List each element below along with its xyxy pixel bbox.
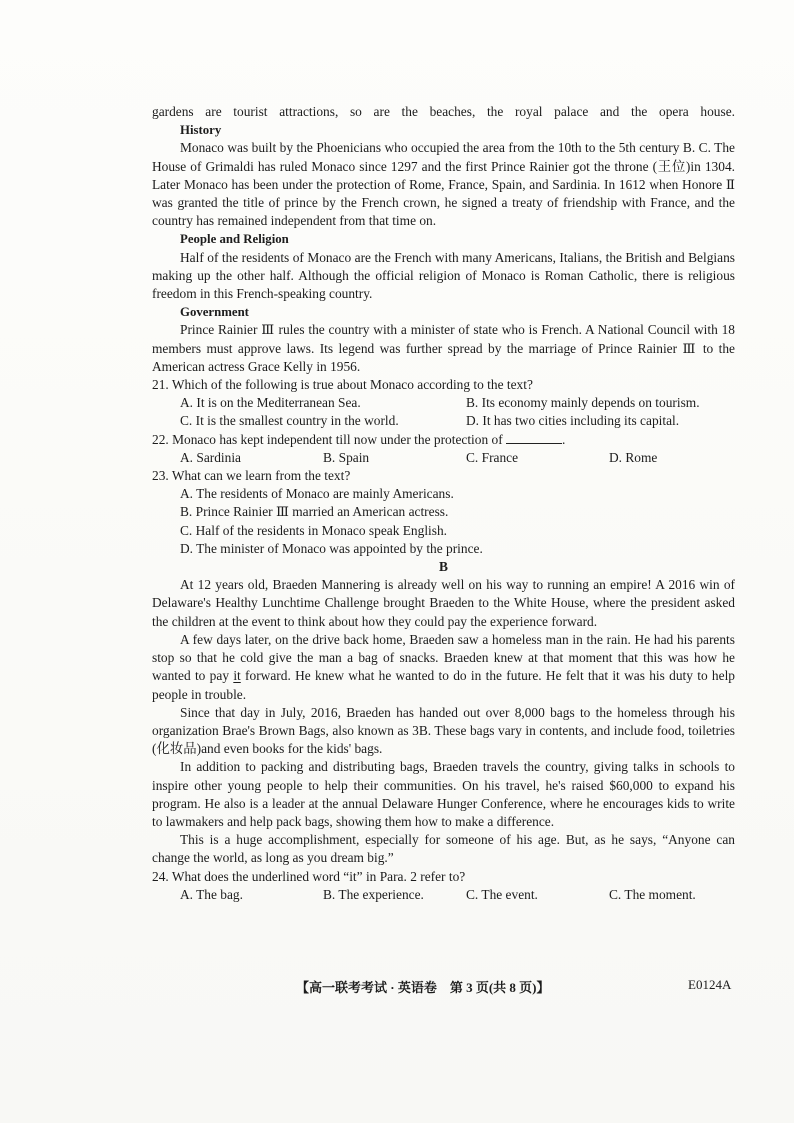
page-footer [0,977,794,997]
question-23-option-a: A. The residents of Monaco are mainly Americans. [180,486,454,502]
footer-title: 【高一联考考试 · 英语卷 第 3 页(共 8 页)】 [296,980,550,995]
passage-b-paragraph-2 [152,631,735,704]
question-24-option-a: A. The bag. [180,886,243,902]
passage-a-intro-tail: gardens are tourist attractions, so are the beaches, the royal palace and the opera house. [152,104,735,119]
question-23-option-d: D. The minister of Monaco was appointed by the prince. [180,540,483,556]
footer-code: E0124A [688,977,732,992]
question-21-stem: 21. Which of the following is true about Monaco according to the text? [152,377,533,393]
passage-b-paragraph-5: This is a huge accomplishment, especially for someone of his age. But, as he says, “Anyone can change the world, as long as you dream big.” [152,832,735,866]
question-21-option-c: C. It is the smallest country in the world. [180,413,399,429]
people-religion-paragraph: Half of the residents of Monaco are the French with many Americans, Italians, the British and Belgians making up the other half. Although the official religion of Monaco is Roman Catholic, there is religious freedom in this French-speaking country. [152,249,735,302]
question-22-option-d: D. Rome [609,449,658,465]
question-23-option-c: C. Half of the residents in Monaco speak English. [180,522,448,538]
question-21-options-row-1 [152,394,735,412]
question-22-option-c: C. France [466,449,519,465]
question-24-option-c: C. The event. [466,886,538,902]
underlined-word-it: it [233,668,241,684]
government-paragraph: Prince Rainier Ⅲ rules the country with a minister of state who is French. A National Council with 18 members must approve laws. Its legend was further spread by the marriage of Prince Rainier Ⅲ to the American actress Grace Kelly in 1956. [152,322,735,374]
question-22-option-b: B. Spain [323,449,370,465]
question-21-option-d: D. It has two cities including its capital. [466,413,680,429]
page-content [152,103,735,904]
question-24-option-b: B. The experience. [323,886,424,902]
history-paragraph: Monaco was built by the Phoenicians who occupied the area from the 10th to the 5th century B. C. The House of Grimaldi has ruled Monaco since 1297 and the first Prince Rainier got the throne (王位)in 1304. Later Monaco has been under the protection of Rome, France, Spain, and Sardinia. In 1612 when Honore Ⅱ was granted the title of prince by the French crown, he signed a treaty of friendship with France, and the country has remained independent from that time on. [152,140,735,229]
passage-b-paragraph-1: At 12 years old, Braeden Mannering is already well on his way to running an empire! A 2016 win of Delaware's Healthy Lunchtime Challenge brought Braeden to the White House, where the president asked the children at the event to think about how they could pay the experience forward. [152,577,735,629]
passage-b-paragraph-3: Since that day in July, 2016, Braeden has handed out over 8,000 bags to the homeless through his organization Brae's Brown Bags, also known as 3B. These bags vary in contents, and include food, toiletries (化妆品)and even books for the kids' bags. [152,704,735,757]
question-21-option-b: B. Its economy mainly depends on tourism. [466,395,700,411]
passage-b-paragraph-4: In addition to packing and distributing bags, Braeden travels the country, giving talks in schools to inspire other young people to help their communities. On his travel, he's raised $60,000 to expand his program. He also is a leader at the annual Delaware Hunger Conference, where he encourages kids to write to lawmakers and help pack bags, showing them how to make a difference. [152,759,735,829]
history-heading: History [180,123,222,138]
question-22-stem-end: . [562,431,566,447]
question-23-option-b: B. Prince Rainier Ⅲ married an American actress. [180,504,449,520]
question-21-options-row-2 [152,412,735,430]
answer-blank [506,431,562,444]
passage-b-label: B [439,559,448,575]
paragraph-2-text-after: forward. He knew what he wanted to do in the future. He felt that it was his duty to help people in trouble. [152,668,735,702]
question-24-option-d: C. The moment. [609,886,696,902]
people-religion-heading: People and Religion [180,232,289,247]
question-21-option-a: A. It is on the Mediterranean Sea. [180,395,361,411]
question-22-stem: 22. Monaco has kept independent till now under the protection of [152,431,503,447]
question-24-stem: 24. What does the underlined word “it” in Para. 2 refer to? [152,868,466,884]
question-22-stem-line [152,431,735,449]
paragraph-2-text-before: A few days later, on the drive back home, Braeden saw a homeless man in the rain. He had his parents stop so that he cold give the man a bag of snacks. Braeden knew at that moment that this was how he wanted to pay [152,631,735,684]
government-heading: Government [180,305,249,320]
question-24-options [152,886,735,904]
question-22-options [152,449,735,467]
question-22-option-a: A. Sardinia [180,449,241,465]
question-23-stem: 23. What can we learn from the text? [152,468,351,484]
